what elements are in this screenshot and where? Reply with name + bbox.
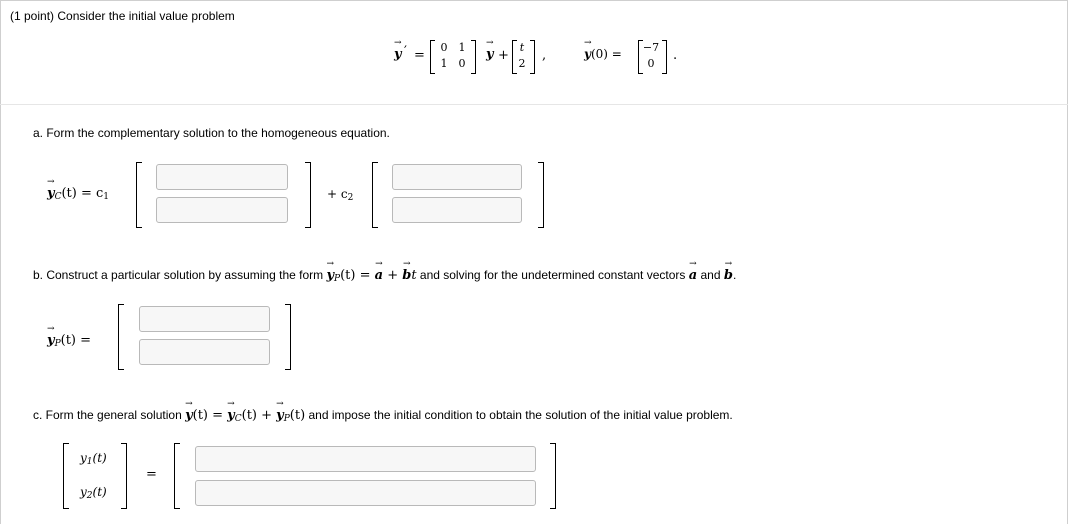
bracket-c-lhs-left: [63, 443, 69, 509]
part-c-equals: =: [146, 467, 157, 482]
part-c-prompt: c. Form the general solution → y(t) = → $y_C(t)$ + → $y_P(t)$ and impose the initial condition to obtain the solution of the initial value problem.: [33, 408, 733, 424]
ic-period: .: [673, 48, 678, 63]
bracket-a2-left: [372, 162, 378, 228]
matrix-a11: 0: [440, 41, 448, 54]
ivp-comma: ,: [542, 48, 547, 63]
forcing-top: t: [519, 41, 525, 54]
bracket-a1-right: [305, 162, 311, 228]
part-a-vector2-bottom-input[interactable]: [392, 197, 522, 223]
part-a-vector1-bottom-input[interactable]: [156, 197, 288, 223]
bracket-c-lhs-right: [121, 443, 127, 509]
ic-bottom: 0: [647, 57, 655, 70]
ivp-equals: =: [414, 48, 425, 63]
yc-label: → $y_C(t) = c_1$: [47, 186, 109, 202]
ivp-prime: ′: [404, 44, 407, 59]
ivp-equation: [390, 38, 690, 82]
ivp-y-vector-2: → y: [486, 47, 494, 62]
bracket-b-left: [118, 304, 124, 370]
part-c-top-input[interactable]: [195, 446, 536, 472]
part-a-vector2-top-input[interactable]: [392, 164, 522, 190]
problem-header: (1 point) Consider the initial value problem: [10, 9, 235, 23]
matrix-a21: 1: [440, 57, 448, 70]
ivp-plus: +: [498, 48, 509, 63]
ic-label: → y(0) =: [584, 47, 622, 61]
part-b-top-input[interactable]: [139, 306, 270, 332]
bracket-a1-left: [136, 162, 142, 228]
forcing-bottom: 2: [518, 57, 526, 70]
y1-label: $y_1(t)$: [80, 451, 107, 467]
yp-label: → $y_P(t)$ =: [47, 333, 91, 349]
bracket-c-rhs-left: [174, 443, 180, 509]
ic-top: −7: [642, 41, 660, 54]
part-a-vector1-top-input[interactable]: [156, 164, 288, 190]
part-b-bottom-input[interactable]: [139, 339, 270, 365]
c2-label: + $c_2$: [327, 187, 354, 203]
part-a-prompt: a. Form the complementary solution to the homogeneous equation.: [33, 126, 390, 140]
matrix-a22: 0: [458, 57, 466, 70]
matrix-a12: 1: [458, 41, 466, 54]
bracket-b-right: [285, 304, 291, 370]
ivp-y-vector: → y: [394, 47, 402, 62]
separator: [0, 104, 1068, 105]
part-c-bottom-input[interactable]: [195, 480, 536, 506]
part-b-prompt: b. Construct a particular solution by assuming the form → $y_P(t)$ = → a + → bt and solving for the undetermined constant vectors → a and → b.: [33, 268, 736, 284]
bracket-a2-right: [538, 162, 544, 228]
bracket-c-rhs-right: [550, 443, 556, 509]
y2-label: $y_2(t)$: [80, 485, 107, 501]
